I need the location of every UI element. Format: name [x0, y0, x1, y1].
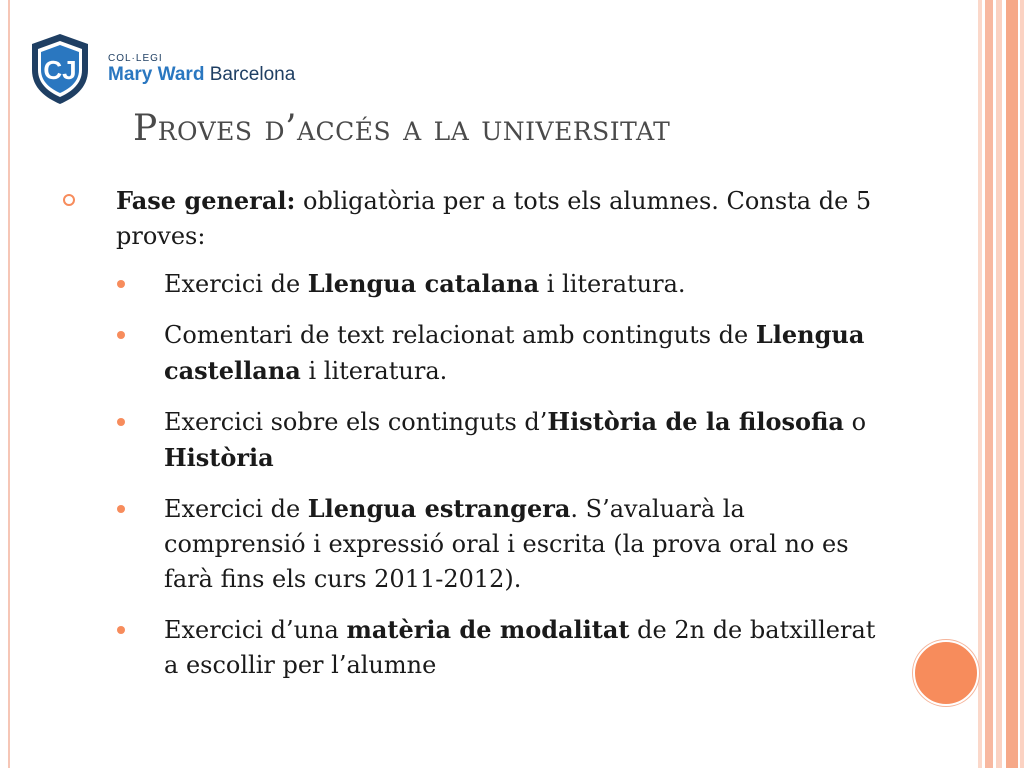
logo-monogram: CJ [43, 55, 77, 85]
decor-stripe [985, 0, 993, 768]
decor-stripe [996, 0, 1002, 768]
list-item: Exercici d’una matèria de modalitat de 2n de batxillerat a escollir per l’alumne [60, 612, 880, 683]
decor-stripe [978, 0, 982, 768]
bullet-dot-icon [117, 505, 125, 513]
school-logo [28, 32, 318, 108]
list-item: Comentari de text relacionat amb continguts de Llengua castellana i literatura. [60, 317, 880, 389]
sub-bullet-list [60, 266, 880, 683]
logo-school-name: Mary Ward Barcelona [108, 64, 296, 85]
list-item: Exercici de Llengua catalana i literatura. [60, 266, 880, 302]
main-bullet-text: obligatòria per a tots els alumnes. Consta de 5 proves: [116, 187, 872, 250]
bullet-dot-icon [117, 626, 125, 634]
decor-stripe [1006, 0, 1018, 768]
content-body [60, 183, 880, 698]
page-title: Proves d’accés a la universitat [133, 108, 671, 149]
list-item: Exercici sobre els continguts d’Història de la filosofia o Història [60, 404, 880, 476]
main-bullet-bold: Fase general: [116, 186, 296, 215]
decor-stripe [1020, 0, 1024, 768]
decor-circle [913, 640, 979, 706]
bullet-dot-icon [117, 418, 125, 426]
logo-prefix: COL·LEGI [108, 53, 163, 64]
bullet-ring-icon [63, 194, 75, 206]
bullet-dot-icon [117, 280, 125, 288]
shield-icon [28, 32, 92, 106]
list-item: Exercici de Llengua estrangera. S’avaluarà la comprensió i expressió oral i escrita (la prova oral no es farà fins els curs 2011-2012). [60, 491, 880, 597]
left-border-line [8, 0, 10, 768]
main-bullet [60, 183, 880, 254]
bullet-dot-icon [117, 331, 125, 339]
